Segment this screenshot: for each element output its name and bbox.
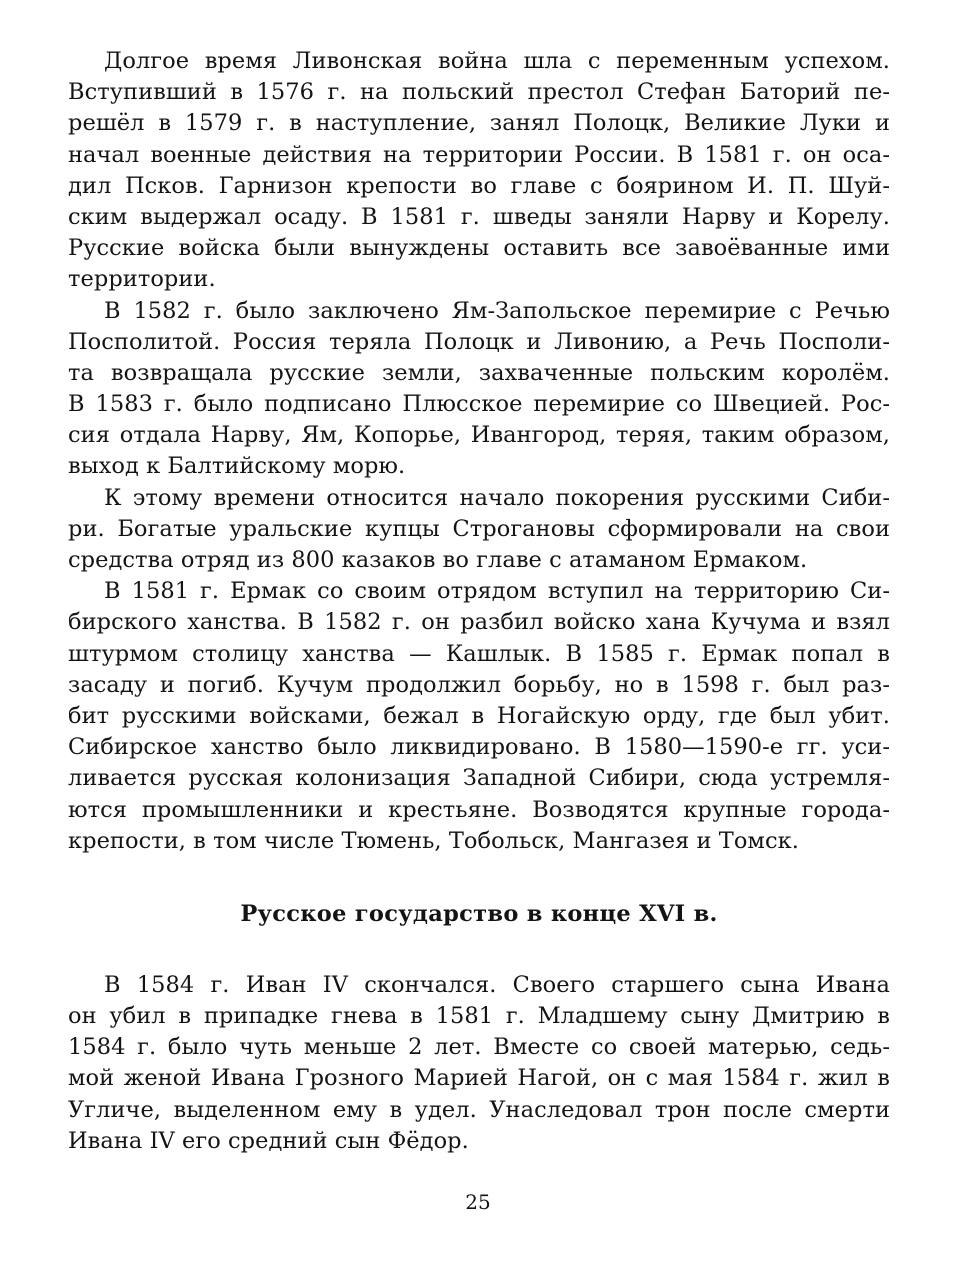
text-line: штурмом столицу ханства — Кашлык. В 1585 г. Ермак попал в (68, 640, 890, 667)
text-line: сия отдала Нарву, Ям, Копорье, Ивангород, теряя, таким образом, (68, 422, 890, 449)
text-line: мой женой Ивана Грозного Марией Нагой, он с мая 1584 г. жил в (68, 1065, 890, 1092)
text-line: ливается русская колонизация Западной Сибири, сюда устремля- (68, 765, 890, 792)
text-line: В 1584 г. Иван IV скончался. Своего старшего сына Ивана (104, 971, 890, 998)
paragraph-livonian-war (68, 46, 890, 296)
text-line: ри. Богатые уральские купцы Строгановы сформировали на свои (68, 515, 890, 542)
text-line: дил Псков. Гарнизон крепости во главе с боярином И. П. Шуй- (68, 172, 890, 199)
text-line: территории. (68, 266, 216, 293)
text-line: ются промышленники и крестьяне. Возводятся крупные города- (68, 796, 890, 823)
section-heading: Русское государство в конце XVI в. (240, 900, 718, 927)
text-line: выход к Балтийскому морю. (68, 453, 406, 480)
text-line: Посполитой. Россия теряла Полоцк и Ливонию, а Речь Посполи- (68, 328, 890, 355)
text-line: 1584 г. было чуть меньше 2 лет. Вместе со своей матерью, седь- (68, 1034, 890, 1061)
text-line: Вступивший в 1576 г. на польский престол Стефан Баторий пе- (68, 79, 890, 106)
text-line: засаду и погиб. Кучум продолжил борьбу, но в 1598 г. был раз- (68, 671, 890, 698)
paragraph-yermak (68, 576, 890, 857)
text-line: решёл в 1579 г. в наступление, занял Полоцк, Великие Луки и (68, 110, 890, 137)
text-line: крепости, в том числе Тюмень, Тобольск, Мангазея и Томск. (68, 827, 799, 854)
text-line: В 1583 г. было подписано Плюсское перемирие со Швецией. Рос- (68, 391, 890, 418)
text-line: В 1582 г. было заключено Ям-Запольское перемирие с Речью (104, 297, 890, 324)
text-line: В 1581 г. Ермак со своим отрядом вступил на территорию Си- (104, 578, 890, 605)
paragraph-siberia-conquest (68, 483, 890, 577)
text-line: Сибирское ханство было ликвидировано. В 1580—1590-е гг. уси- (68, 734, 890, 761)
text-line: Долгое время Ливонская война шла с переменным успехом. (104, 48, 890, 74)
text-line: Угличе, выделенном ему в удел. Унаследовал трон после смерти (68, 1096, 890, 1123)
text-line: бит русскими войсками, бежал в Ногайскую орду, где был убит. (68, 702, 890, 729)
text-line: средства отряд из 800 казаков во главе с атаманом Ермаком. (68, 547, 808, 573)
page-body (68, 46, 890, 1157)
text-line: Ивана IV его средний сын Фёдор. (68, 1127, 469, 1154)
text-line: Русские войска были вынуждены оставить все завоёванные ими (68, 235, 890, 262)
paragraph-ivan-death (68, 970, 890, 1157)
text-line: бирского ханства. В 1582 г. он разбил войско хана Кучума и взял (68, 609, 890, 636)
text-line: начал военные действия на территории России. В 1581 г. он оса- (68, 141, 890, 168)
paragraph-truces (68, 296, 890, 483)
text-line: ским выдержал осаду. В 1581 г. шведы заняли Нарву и Корелу. (68, 203, 890, 230)
page-number: 25 (465, 1190, 491, 1214)
text-line: он убил в припадке гнева в 1581 г. Младшему сыну Дмитрию в (68, 1003, 890, 1030)
text-line: та возвращала русские земли, захваченные польским королём. (68, 359, 890, 386)
text-line: К этому времени относится начало покорения русскими Сиби- (104, 484, 890, 511)
